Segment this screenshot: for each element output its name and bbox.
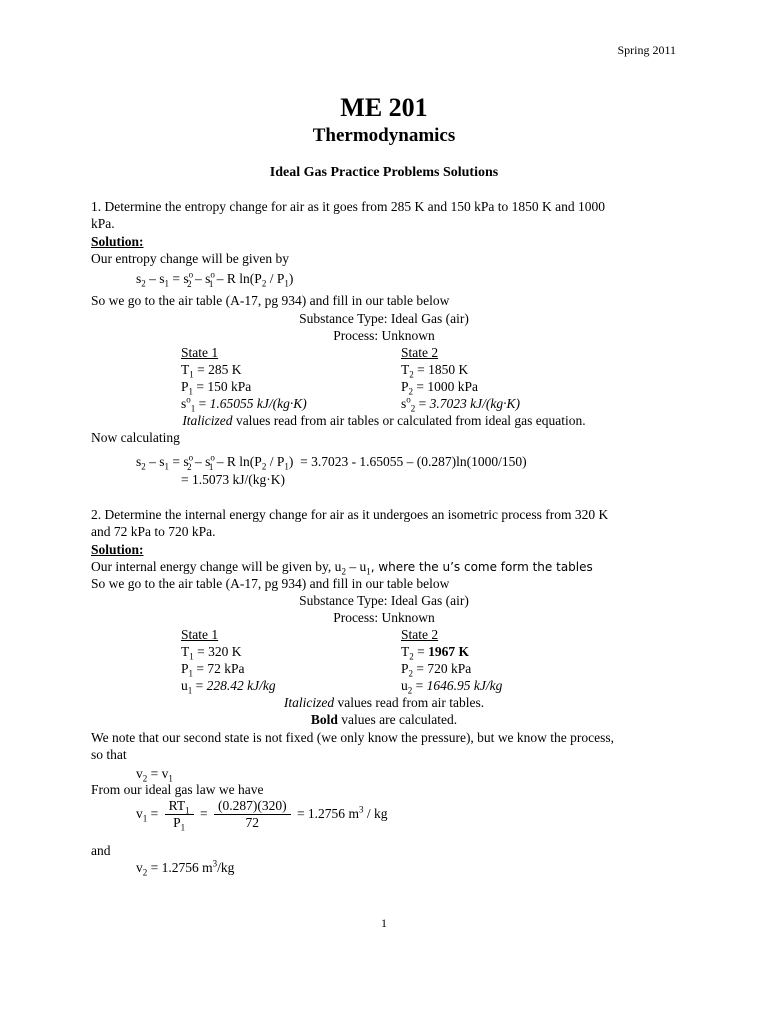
p1-question-line1: 1. Determine the entropy change for air as it goes from 285 K and 150 kPa to 1850 K and 1000 xyxy=(91,199,606,214)
fraction-values: $\frac{(0.287)(320)}{72}$ xyxy=(214,798,291,831)
p2-note-italic: Italicized values read from air tables. xyxy=(283,695,485,710)
p1-s2: $s^o_2 = 3.7023$ kJ/(kg·K) xyxy=(401,394,520,414)
p2-and: and xyxy=(91,843,111,858)
p2-solution-label: Solution: xyxy=(91,542,144,557)
p2-state-note-line1: We note that our second state is not fixed (we only know the pressure), but we know the process, xyxy=(91,730,615,745)
course-title: ME 201 xyxy=(340,93,428,122)
p1-now-calculating: Now calculating xyxy=(91,430,180,445)
p2-v2-equals-v1: $v_2 = v_1$ xyxy=(136,766,173,784)
p2-ideal-gas-intro: From our ideal gas law we have xyxy=(91,782,264,797)
p1-table-intro: So we go to the air table (A-17, pg 934) and fill in our table below xyxy=(91,293,450,308)
p2-t1: $T_1 = 320$ K xyxy=(181,644,242,662)
fraction-rt-over-p: $\frac{RT_1}{P_1}$ xyxy=(165,798,194,831)
p1-substance: Substance Type: Ideal Gas (air) xyxy=(299,311,469,326)
p2-question-line1: 2. Determine the internal energy change for air as it undergoes an isometric process from 320 K xyxy=(91,507,609,522)
term-label: Spring 2011 xyxy=(617,43,676,57)
p1-t1: $T_1 = 285$ K xyxy=(181,362,242,380)
p2-u1: $u_1 = 228.42$ kJ/kg xyxy=(181,678,276,696)
p2-table-intro: So we go to the air table (A-17, pg 934) and fill in our table below xyxy=(91,576,450,591)
p2-substance: Substance Type: Ideal Gas (air) xyxy=(299,593,469,608)
p2-v2-result: $v_2 = 1.2756$ $m^3/kg$ xyxy=(136,858,235,878)
p2-state2-header: State 2 xyxy=(401,627,439,642)
p2-note-bold: Bold values are calculated. xyxy=(310,712,458,727)
p1-process: Process: Unknown xyxy=(333,328,435,343)
p2-state1-header: State 1 xyxy=(181,627,219,642)
p2-state-note-line2: so that xyxy=(91,747,127,762)
p1-solution-label: Solution: xyxy=(91,234,144,249)
p2-t2: $T_2 = 1967$ K xyxy=(401,644,470,662)
p1-t2: $T_2 = 1850$ K xyxy=(401,362,469,380)
p2-p2: $P_2 = 720$ kPa xyxy=(401,661,472,679)
p1-intro: Our entropy change will be given by xyxy=(91,251,289,266)
p2-intro: Our internal energy change will be given by, $u_2 - u_1$, where the u’s come form the tables xyxy=(91,559,593,577)
p1-note: Italicized values read from air tables or calculated from ideal gas equation. xyxy=(182,413,586,428)
p1-p2: $P_2 = 1000$ kPa xyxy=(401,379,479,397)
p2-process: Process: Unknown xyxy=(333,610,435,625)
p1-result: = 1.5073 kJ/(kg·K) xyxy=(181,472,285,487)
p1-question-line2: kPa. xyxy=(91,216,115,231)
p2-v1-equation: $v_1$ = $\frac{RT_1}{P_1}$ = $\frac{(0.287)(320)}{72}$ = 1.2756 $m^3$ / kg xyxy=(136,798,388,833)
p1-s1: $s^o_1 = 1.65055$ kJ/(kg·K) xyxy=(181,394,307,414)
p2-question-line2: and 72 kPa to 720 kPa. xyxy=(91,524,216,539)
document-title: Ideal Gas Practice Problems Solutions xyxy=(269,165,499,180)
p1-p1: $P_1 = 150$ kPa xyxy=(181,379,252,397)
subject-title: Thermodynamics xyxy=(312,125,456,146)
page-number: 1 xyxy=(381,916,387,930)
p1-calc-equation: $s_2 - s_1 = s^o_2 - s^o_1 - R$ $\ln(P_2 / P_1) = 3.7023 - 1.65055 - (0.287)\ln(1000/150)$ xyxy=(136,452,527,472)
p2-p1: $P_1 = 72$ kPa xyxy=(181,661,245,679)
p1-entropy-equation: $s_2 - s_1 = s^o_2 - s^o_1 - R$ $\ln(P_2 / P_1)$ xyxy=(136,269,294,289)
p1-state2-header: State 2 xyxy=(401,345,439,360)
p2-u2: $u_2 = 1646.95$ kJ/kg xyxy=(401,678,503,696)
p1-state1-header: State 1 xyxy=(181,345,219,360)
